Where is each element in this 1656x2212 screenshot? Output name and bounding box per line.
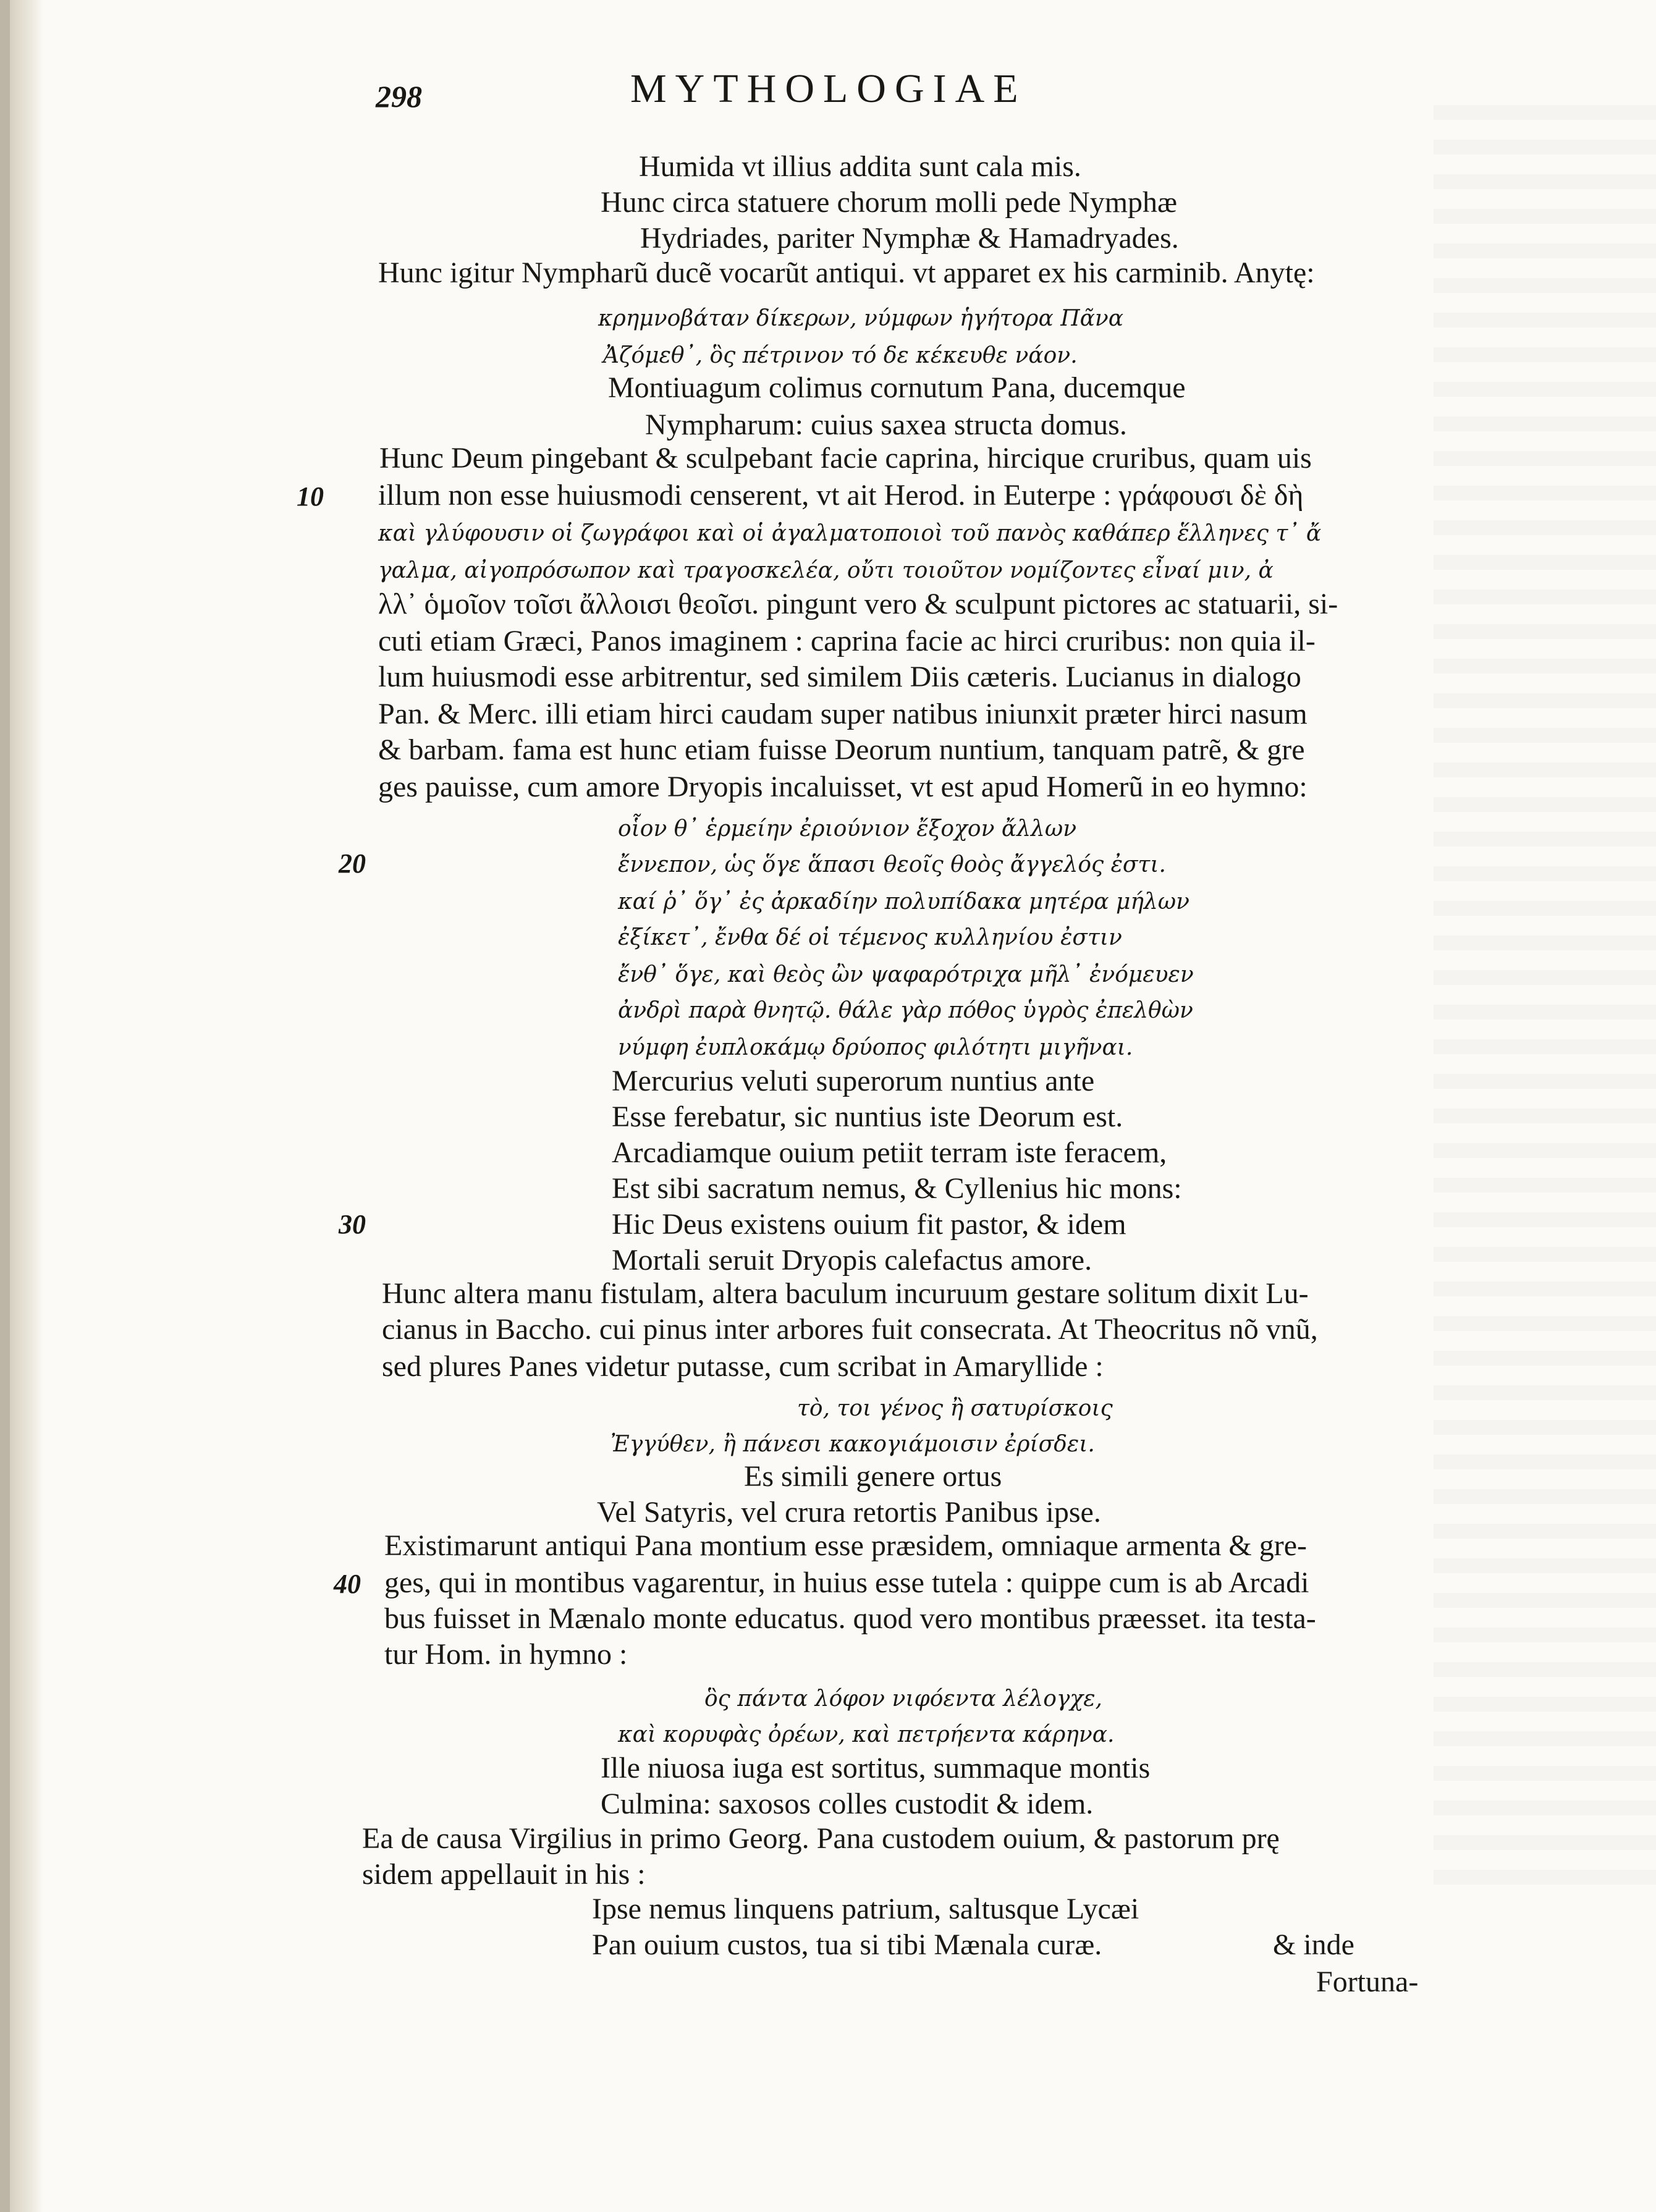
greek-verse-line: Ἐγγύθεν, ἢ πάνεσι κακογιάμοισιν ἐρίσδει. xyxy=(610,1432,1095,1457)
verse-line: Montiuagum colimus cornutum Pana, ducemque xyxy=(608,371,1186,404)
bleed-through xyxy=(1434,105,1656,1897)
line-number: 10 xyxy=(297,481,324,512)
greek-prose-line: γαλμα, αἰγοπρόσωπον καὶ τραγοσκελέα, οὔτι τοιοῦτον νομίζοντες εἶναί μιν, ἀ xyxy=(378,558,1274,583)
greek-verse-line: κρημνοβάταν δίκερων, νύμφων ἡγήτορα Πᾶνα xyxy=(598,306,1124,331)
verse-line: Arcadiamque ouium petiit terram iste feracem, xyxy=(612,1136,1167,1169)
prose-line: ges, qui in montibus vagarentur, in huius esse tutela : quippe cum is ab Arcadi xyxy=(384,1566,1309,1599)
verse-line: Vel Satyris, vel crura retortis Panibus ipse. xyxy=(597,1496,1101,1529)
prose-line: cianus in Baccho. cui pinus inter arbores fuit consecrata. At Theocritus nõ vnũ, xyxy=(382,1313,1318,1346)
verse-line: Es simili genere ortus xyxy=(744,1460,1002,1493)
verse-line: Pan ouium custos, tua si tibi Mænala curæ. xyxy=(592,1928,1102,1961)
prose-line: Pan. & Merc. illi etiam hirci caudam super natibus iniunxit præter hirci nasum xyxy=(378,698,1307,730)
running-title: MYTHOLOGIAE xyxy=(630,66,1027,111)
verse-line: Est sibi sacratum nemus, & Cyllenius hic mons: xyxy=(612,1172,1182,1205)
prose-line: sed plures Panes videtur putasse, cum scribat in Amaryllide : xyxy=(382,1350,1104,1383)
line-number: 20 xyxy=(339,848,366,879)
prose-line: illum non esse huiusmodi censerent, vt ait Herod. in Euterpe : γράφουσι δὲ δὴ xyxy=(378,479,1304,512)
verse-line: Ipse nemus linquens patrium, saltusque Lycæi xyxy=(592,1893,1139,1925)
prose-line: Existimarunt antiqui Pana montium esse præsidem, omniaque armenta & gre- xyxy=(384,1529,1307,1562)
prose-line: cuti etiam Græci, Panos imaginem : caprina facie ac hirci cruribus: non quia il- xyxy=(378,625,1316,657)
prose-line: Hunc igitur Nympharũ ducẽ vocarũt antiqui. vt apparet ex his carminib. Anytę: xyxy=(378,256,1315,289)
greek-verse-line: τὸ, τοι γένος ἢ σατυρίσκοις xyxy=(797,1396,1113,1421)
prose-line: bus fuisset in Mænalo monte educatus. quod vero montibus præesset. ita testa- xyxy=(384,1602,1316,1635)
prose-line: sidem appellauit in his : xyxy=(362,1858,646,1891)
greek-verse-line: ἀνδρὶ παρὰ θνητῷ. θάλε γὰρ πόθος ὑγρὸς ἐπελθὼν xyxy=(618,998,1193,1023)
prose-line: Ea de causa Virgilius in primo Georg. Pana custodem ouium, & pastorum prę xyxy=(362,1822,1280,1855)
greek-verse-line: Ἀζόμεθ᾽, ὃς πέτρινον τό δε κέκευθε νάον. xyxy=(603,343,1078,368)
line-number: 40 xyxy=(334,1569,361,1599)
verse-line: Hydriades, pariter Nymphæ & Hamadryades. xyxy=(640,222,1179,255)
greek-verse-line: ὃς πάντα λόφον νιφόεντα λέλογχε, xyxy=(704,1686,1102,1712)
greek-verse-line: νύμφη ἐυπλοκάμῳ δρύοπος φιλότητι μιγῆναι. xyxy=(618,1035,1133,1060)
continuation-phrase: & inde xyxy=(1273,1928,1354,1961)
greek-verse-line: καί ῥ᾽ ὅγ᾽ ἐς ἀρκαδίην πολυπίδακα μητέρα μήλων xyxy=(618,889,1190,914)
prose-line: Hunc Deum pingebant & sculpebant facie caprina, hircique cruribus, quam uis xyxy=(379,442,1312,475)
greek-verse-line: οἷον θ᾽ ἑρμείην ἐριούνιον ἔξοχον ἄλλων xyxy=(618,816,1077,842)
greek-prose-line: καὶ γλύφουσιν οἱ ζωγράφοι καὶ οἱ ἀγαλματοποιοὶ τοῦ πανὸς καθάπερ ἕλληνες τ᾽ ἄ xyxy=(378,521,1322,546)
verse-line: Mortali seruit Dryopis calefactus amore. xyxy=(612,1244,1092,1277)
prose-line: & barbam. fama est hunc etiam fuisse Deorum nuntium, tanquam patrẽ, & gre xyxy=(378,733,1305,766)
prose-line: λλ᾽ ὁμοῖον τοῖσι ἄλλοισι θεοῖσι. pingunt vero & sculpunt pictores ac statuarii, si- xyxy=(378,588,1338,620)
greek-verse-line: καὶ κορυφὰς ὀρέων, καὶ πετρήεντα κάρηνα. xyxy=(618,1722,1115,1747)
prose-line: ges pauisse, cum amore Dryopis incaluisset, vt est apud Homerũ in eo hymno: xyxy=(378,770,1307,803)
page-number: 298 xyxy=(376,79,422,114)
greek-verse-line: ἔννεπον, ὡς ὅγε ἅπασι θεοῖς θοὸς ἄγγελός ἐστι. xyxy=(618,852,1166,877)
prose-line: lum huiusmodi esse arbitrentur, sed similem Diis cæteris. Lucianus in dialogo xyxy=(378,661,1301,693)
verse-line: Hunc circa statuere chorum molli pede Nymphæ xyxy=(601,186,1178,219)
catchword: Fortuna- xyxy=(1316,1965,1419,1998)
line-number: 30 xyxy=(339,1209,366,1239)
verse-line: Nympharum: cuius saxea structa domus. xyxy=(645,408,1127,441)
prose-line: tur Hom. in hymno : xyxy=(384,1638,628,1671)
verse-line: Esse ferebatur, sic nuntius iste Deorum est. xyxy=(612,1100,1123,1133)
verse-line: Hic Deus existens ouium fit pastor, & idem xyxy=(612,1208,1126,1241)
verse-line: Ille niuosa iuga est sortitus, summaque montis xyxy=(601,1752,1151,1784)
page-edge xyxy=(0,0,10,2212)
verse-line: Mercurius veluti superorum nuntius ante xyxy=(612,1065,1095,1097)
greek-verse-line: ἔνθ᾽ ὅγε, καὶ θεὸς ὢν ψαφαρότριχα μῆλ᾽ ἐνόμευεν xyxy=(618,962,1194,987)
verse-line: Culmina: saxosos colles custodit & idem. xyxy=(601,1788,1094,1820)
verse-line: Humida vt illius addita sunt cala mis. xyxy=(639,150,1081,183)
prose-line: Hunc altera manu fistulam, altera baculum incuruum gestare solitum dixit Lu- xyxy=(382,1277,1309,1310)
greek-verse-line: ἐξίκετ᾽, ἔνθα δέ οἱ τέμενος κυλληνίου ἐστιν xyxy=(618,925,1122,950)
